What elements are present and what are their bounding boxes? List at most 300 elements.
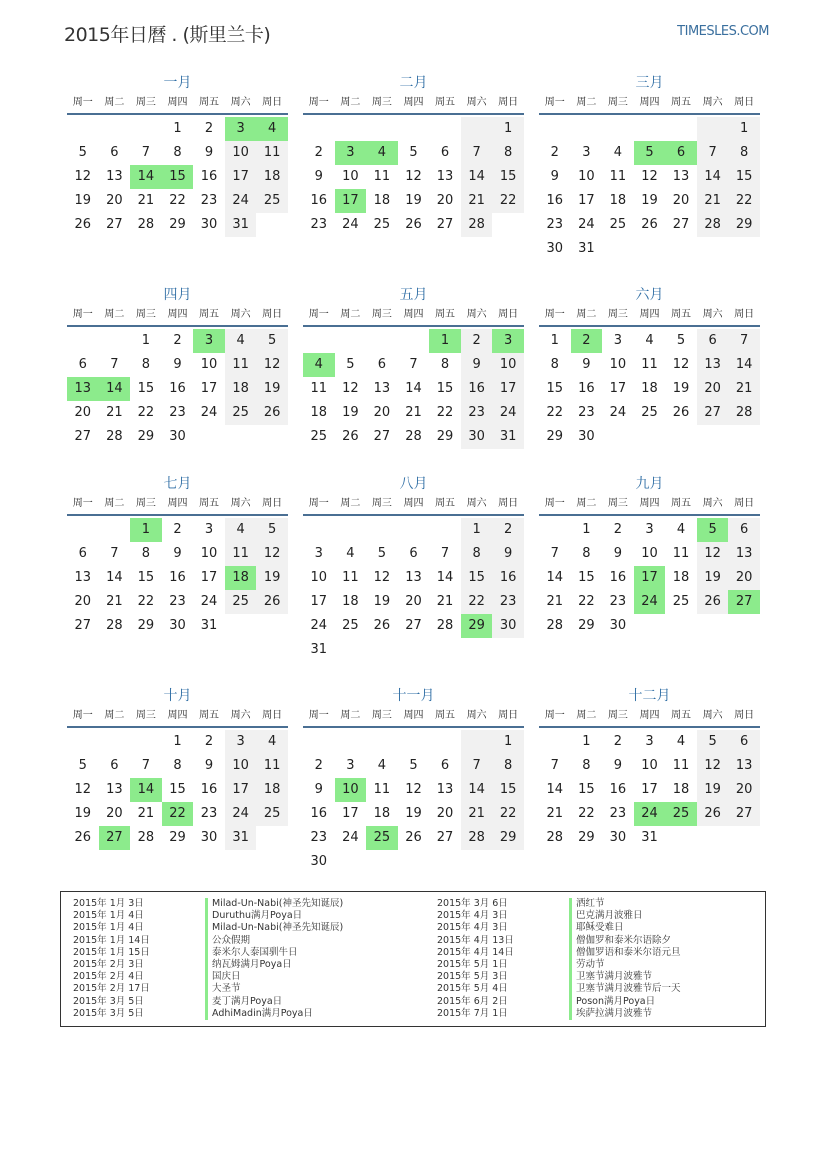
day-cell[interactable]: 27 (672, 217, 690, 232)
day-cell[interactable]: 17 (225, 778, 257, 802)
day-cell[interactable]: 16 (169, 381, 186, 396)
day-cell[interactable]: 10 (225, 754, 257, 778)
day-cell[interactable]: 8 (492, 141, 524, 165)
day-cell[interactable]: 8 (582, 546, 591, 561)
day-cell[interactable]: 21 (697, 189, 729, 213)
day-cell[interactable]: 12 (256, 542, 288, 566)
day-cell[interactable]: 4 (346, 546, 355, 561)
day-cell[interactable]: 25 (641, 405, 658, 420)
day-cell[interactable]: 15 (137, 570, 155, 585)
day-cell[interactable]: 20 (405, 594, 422, 609)
day-cell[interactable]: 23 (169, 405, 186, 420)
day-cell[interactable]: 1 (582, 734, 591, 749)
day-cell[interactable]: 24 (342, 217, 359, 232)
day-cell[interactable]: 5 (78, 758, 87, 773)
day-cell[interactable]: 21 (106, 405, 123, 420)
day-cell[interactable]: 29 (169, 830, 186, 845)
day-cell[interactable]: 8 (173, 758, 182, 773)
day-cell[interactable]: 15 (137, 381, 155, 396)
day-cell[interactable]: 16 (200, 169, 218, 184)
day-cell[interactable]: 21 (546, 594, 564, 609)
day-cell[interactable]: 14 (106, 570, 123, 585)
day-cell[interactable]: 12 (405, 782, 422, 797)
day-cell[interactable]: 26 (342, 429, 359, 444)
day-cell[interactable]: 17 (310, 594, 328, 609)
day-cell[interactable]: 1 (141, 333, 151, 348)
day-cell[interactable]: 19 (373, 594, 391, 609)
day-cell-holiday[interactable]: 3 (335, 141, 367, 165)
day-cell[interactable]: 11 (225, 353, 257, 377)
day-cell-holiday[interactable]: 3 (225, 117, 257, 141)
day-cell[interactable]: 8 (550, 357, 559, 372)
day-cell[interactable]: 9 (314, 169, 323, 184)
day-cell[interactable]: 3 (204, 522, 214, 537)
day-cell[interactable]: 13 (728, 754, 760, 778)
day-cell[interactable]: 8 (141, 357, 151, 372)
day-cell[interactable]: 6 (110, 758, 119, 773)
day-cell[interactable]: 29 (137, 429, 155, 444)
day-cell[interactable]: 7 (141, 758, 151, 773)
day-cell[interactable]: 21 (728, 377, 760, 401)
day-cell[interactable]: 23 (200, 806, 218, 821)
day-cell[interactable]: 25 (225, 401, 257, 425)
day-cell[interactable]: 5 (377, 546, 387, 561)
day-cell[interactable]: 2 (314, 145, 323, 160)
day-cell[interactable]: 9 (613, 758, 623, 773)
day-cell[interactable]: 10 (578, 169, 595, 184)
day-cell[interactable]: 8 (492, 754, 524, 778)
day-cell[interactable]: 23 (310, 830, 328, 845)
day-cell[interactable]: 12 (342, 381, 359, 396)
day-cell[interactable]: 9 (461, 353, 493, 377)
day-cell[interactable]: 18 (641, 381, 658, 396)
day-cell[interactable]: 9 (204, 758, 214, 773)
day-cell[interactable]: 4 (676, 522, 686, 537)
day-cell[interactable]: 20 (436, 806, 454, 821)
day-cell[interactable]: 20 (697, 377, 729, 401)
day-cell[interactable]: 3 (346, 758, 355, 773)
day-cell[interactable]: 2 (204, 734, 214, 749)
day-cell[interactable]: 1 (461, 518, 493, 542)
day-cell[interactable]: 22 (492, 802, 524, 826)
day-cell[interactable]: 18 (256, 778, 288, 802)
day-cell[interactable]: 22 (492, 189, 524, 213)
day-cell[interactable]: 24 (225, 189, 257, 213)
day-cell[interactable]: 7 (697, 141, 729, 165)
day-cell[interactable]: 8 (582, 758, 591, 773)
day-cell[interactable]: 27 (74, 618, 92, 633)
day-cell[interactable]: 27 (106, 217, 123, 232)
day-cell[interactable]: 26 (405, 217, 422, 232)
day-cell[interactable]: 20 (373, 405, 391, 420)
day-cell[interactable]: 15 (461, 566, 493, 590)
day-cell[interactable]: 27 (697, 401, 729, 425)
day-cell[interactable]: 30 (461, 425, 493, 449)
day-cell[interactable]: 14 (728, 353, 760, 377)
day-cell[interactable]: 5 (697, 730, 729, 754)
day-cell[interactable]: 26 (74, 217, 92, 232)
day-cell[interactable]: 28 (137, 830, 155, 845)
day-cell[interactable]: 19 (405, 806, 422, 821)
day-cell[interactable]: 13 (74, 570, 92, 585)
day-cell[interactable]: 12 (405, 169, 422, 184)
day-cell[interactable]: 15 (728, 165, 760, 189)
day-cell[interactable]: 31 (310, 642, 328, 657)
day-cell[interactable]: 30 (492, 614, 524, 638)
day-cell-holiday[interactable]: 13 (67, 377, 99, 401)
day-cell[interactable]: 3 (314, 546, 323, 561)
day-cell[interactable]: 5 (409, 145, 418, 160)
day-cell[interactable]: 20 (74, 405, 92, 420)
day-cell[interactable]: 7 (728, 329, 760, 353)
day-cell[interactable]: 22 (436, 405, 454, 420)
day-cell[interactable]: 7 (550, 758, 559, 773)
day-cell[interactable]: 31 (578, 241, 595, 256)
day-cell[interactable]: 24 (342, 830, 359, 845)
day-cell[interactable]: 11 (641, 357, 658, 372)
day-cell-holiday[interactable]: 25 (366, 826, 398, 850)
day-cell[interactable]: 2 (204, 121, 214, 136)
day-cell[interactable]: 11 (672, 758, 690, 773)
day-cell[interactable]: 30 (200, 217, 218, 232)
day-cell[interactable]: 10 (342, 169, 359, 184)
day-cell-holiday[interactable]: 3 (492, 329, 524, 353)
day-cell[interactable]: 18 (225, 377, 257, 401)
day-cell-holiday[interactable]: 4 (366, 141, 398, 165)
day-cell[interactable]: 14 (405, 381, 422, 396)
day-cell[interactable]: 29 (578, 830, 595, 845)
day-cell[interactable]: 24 (225, 802, 257, 826)
day-cell[interactable]: 2 (613, 522, 623, 537)
day-cell[interactable]: 29 (578, 618, 595, 633)
day-cell[interactable]: 28 (697, 213, 729, 237)
day-cell[interactable]: 10 (310, 570, 328, 585)
day-cell[interactable]: 30 (169, 429, 186, 444)
day-cell[interactable]: 11 (225, 542, 257, 566)
day-cell[interactable]: 26 (373, 618, 391, 633)
day-cell[interactable]: 5 (409, 758, 418, 773)
day-cell[interactable]: 19 (697, 778, 729, 802)
day-cell[interactable]: 29 (169, 217, 186, 232)
day-cell[interactable]: 11 (609, 169, 627, 184)
day-cell[interactable]: 18 (609, 193, 627, 208)
day-cell[interactable]: 2 (314, 758, 323, 773)
day-cell[interactable]: 18 (342, 594, 359, 609)
day-cell[interactable]: 31 (200, 618, 218, 633)
day-cell[interactable]: 8 (173, 145, 182, 160)
day-cell[interactable]: 20 (728, 778, 760, 802)
day-cell[interactable]: 17 (641, 782, 658, 797)
day-cell-holiday[interactable]: 14 (130, 165, 162, 189)
day-cell[interactable]: 15 (436, 381, 454, 396)
day-cell[interactable]: 14 (546, 570, 564, 585)
day-cell[interactable]: 28 (106, 429, 123, 444)
day-cell[interactable]: 11 (342, 570, 359, 585)
day-cell[interactable]: 13 (436, 782, 454, 797)
day-cell[interactable]: 4 (377, 758, 387, 773)
day-cell-holiday[interactable]: 10 (335, 778, 367, 802)
day-cell[interactable]: 24 (310, 618, 328, 633)
day-cell[interactable]: 8 (141, 546, 151, 561)
day-cell[interactable]: 7 (550, 546, 559, 561)
day-cell[interactable]: 21 (137, 806, 155, 821)
day-cell[interactable]: 4 (645, 333, 654, 348)
day-cell-holiday[interactable]: 14 (99, 377, 131, 401)
day-cell-holiday[interactable]: 22 (162, 802, 194, 826)
day-cell-holiday[interactable]: 1 (130, 518, 162, 542)
day-cell[interactable]: 6 (409, 546, 418, 561)
day-cell[interactable]: 10 (641, 546, 658, 561)
day-cell[interactable]: 28 (405, 429, 422, 444)
day-cell[interactable]: 9 (582, 357, 591, 372)
day-cell[interactable]: 18 (672, 782, 690, 797)
day-cell[interactable]: 6 (697, 329, 729, 353)
day-cell[interactable]: 21 (546, 806, 564, 821)
day-cell[interactable]: 31 (225, 213, 257, 237)
day-cell[interactable]: 6 (377, 357, 387, 372)
day-cell[interactable]: 3 (645, 522, 654, 537)
day-cell[interactable]: 7 (110, 357, 119, 372)
day-cell[interactable]: 1 (173, 121, 182, 136)
day-cell[interactable]: 16 (461, 377, 493, 401)
day-cell[interactable]: 18 (373, 193, 391, 208)
day-cell-holiday[interactable]: 29 (461, 614, 493, 638)
day-cell[interactable]: 17 (225, 165, 257, 189)
day-cell[interactable]: 14 (436, 570, 454, 585)
day-cell[interactable]: 6 (78, 357, 87, 372)
day-cell[interactable]: 25 (256, 189, 288, 213)
day-cell[interactable]: 9 (492, 542, 524, 566)
day-cell[interactable]: 13 (728, 542, 760, 566)
day-cell[interactable]: 14 (461, 778, 493, 802)
day-cell-holiday[interactable]: 27 (99, 826, 131, 850)
day-cell[interactable]: 26 (672, 405, 690, 420)
day-cell[interactable]: 22 (728, 189, 760, 213)
day-cell[interactable]: 22 (137, 405, 155, 420)
site-logo[interactable]: TIMESLES.COM (677, 24, 769, 39)
day-cell[interactable]: 16 (546, 193, 564, 208)
day-cell[interactable]: 23 (310, 217, 328, 232)
day-cell[interactable]: 25 (256, 802, 288, 826)
day-cell[interactable]: 15 (578, 570, 595, 585)
day-cell[interactable]: 7 (141, 145, 151, 160)
day-cell[interactable]: 11 (373, 169, 391, 184)
day-cell[interactable]: 29 (492, 826, 524, 850)
day-cell[interactable]: 11 (672, 546, 690, 561)
day-cell[interactable]: 20 (728, 566, 760, 590)
day-cell[interactable]: 22 (461, 590, 493, 614)
day-cell[interactable]: 28 (728, 401, 760, 425)
day-cell[interactable]: 10 (492, 353, 524, 377)
day-cell[interactable]: 20 (672, 193, 690, 208)
day-cell[interactable]: 12 (672, 357, 690, 372)
day-cell[interactable]: 30 (200, 830, 218, 845)
day-cell[interactable]: 14 (461, 165, 493, 189)
day-cell[interactable]: 6 (110, 145, 119, 160)
day-cell[interactable]: 12 (641, 169, 658, 184)
day-cell[interactable]: 17 (492, 377, 524, 401)
day-cell[interactable]: 25 (310, 429, 328, 444)
day-cell[interactable]: 5 (78, 145, 87, 160)
day-cell[interactable]: 23 (200, 193, 218, 208)
day-cell[interactable]: 26 (641, 217, 658, 232)
day-cell[interactable]: 25 (225, 590, 257, 614)
day-cell[interactable]: 12 (74, 169, 92, 184)
day-cell[interactable]: 9 (204, 145, 214, 160)
day-cell-holiday[interactable]: 25 (665, 802, 697, 826)
day-cell[interactable]: 27 (405, 618, 422, 633)
day-cell[interactable]: 23 (169, 594, 186, 609)
day-cell[interactable]: 21 (436, 594, 454, 609)
day-cell-holiday[interactable]: 14 (130, 778, 162, 802)
day-cell[interactable]: 16 (310, 806, 328, 821)
day-cell[interactable]: 16 (609, 782, 627, 797)
day-cell[interactable]: 22 (169, 193, 186, 208)
day-cell[interactable]: 3 (582, 145, 591, 160)
day-cell[interactable]: 16 (609, 570, 627, 585)
day-cell[interactable]: 5 (256, 329, 288, 353)
day-cell[interactable]: 4 (256, 730, 288, 754)
day-cell[interactable]: 26 (256, 401, 288, 425)
day-cell[interactable]: 14 (546, 782, 564, 797)
day-cell[interactable]: 7 (461, 754, 493, 778)
day-cell[interactable]: 13 (697, 353, 729, 377)
day-cell[interactable]: 17 (200, 381, 218, 396)
day-cell[interactable]: 27 (436, 217, 454, 232)
day-cell[interactable]: 7 (110, 546, 119, 561)
day-cell[interactable]: 5 (346, 357, 355, 372)
day-cell[interactable]: 11 (256, 754, 288, 778)
day-cell[interactable]: 23 (461, 401, 493, 425)
day-cell[interactable]: 1 (173, 734, 182, 749)
day-cell[interactable]: 19 (697, 566, 729, 590)
day-cell[interactable]: 18 (256, 165, 288, 189)
day-cell[interactable]: 1 (582, 522, 591, 537)
day-cell[interactable]: 17 (342, 806, 359, 821)
day-cell[interactable]: 28 (546, 830, 564, 845)
day-cell[interactable]: 4 (676, 734, 686, 749)
day-cell[interactable]: 12 (373, 570, 391, 585)
day-cell[interactable]: 19 (641, 193, 658, 208)
day-cell[interactable]: 9 (314, 782, 323, 797)
day-cell-holiday[interactable]: 2 (571, 329, 603, 353)
day-cell[interactable]: 16 (492, 566, 524, 590)
day-cell[interactable]: 16 (169, 570, 186, 585)
day-cell[interactable]: 24 (200, 405, 218, 420)
day-cell[interactable]: 13 (106, 782, 123, 797)
day-cell-holiday[interactable]: 3 (193, 329, 225, 353)
day-cell[interactable]: 8 (440, 357, 450, 372)
day-cell[interactable]: 11 (373, 782, 391, 797)
day-cell[interactable]: 2 (173, 333, 182, 348)
day-cell[interactable]: 15 (169, 782, 186, 797)
day-cell[interactable]: 26 (697, 590, 729, 614)
day-cell[interactable]: 26 (74, 830, 92, 845)
day-cell[interactable]: 28 (137, 217, 155, 232)
day-cell[interactable]: 4 (225, 518, 257, 542)
day-cell[interactable]: 6 (78, 546, 87, 561)
day-cell[interactable]: 18 (373, 806, 391, 821)
day-cell-holiday[interactable]: 27 (728, 590, 760, 614)
day-cell[interactable]: 9 (173, 546, 182, 561)
day-cell[interactable]: 22 (137, 594, 155, 609)
day-cell-holiday[interactable]: 1 (429, 329, 461, 353)
day-cell-holiday[interactable]: 17 (335, 189, 367, 213)
day-cell-holiday[interactable]: 5 (697, 518, 729, 542)
day-cell[interactable]: 2 (613, 734, 623, 749)
day-cell[interactable]: 30 (310, 854, 328, 869)
day-cell-holiday[interactable]: 6 (665, 141, 697, 165)
day-cell[interactable]: 15 (492, 778, 524, 802)
day-cell[interactable]: 23 (609, 594, 627, 609)
day-cell[interactable]: 7 (409, 357, 418, 372)
day-cell[interactable]: 1 (492, 117, 524, 141)
day-cell[interactable]: 13 (405, 570, 422, 585)
day-cell-holiday[interactable]: 4 (256, 117, 288, 141)
day-cell[interactable]: 19 (256, 566, 288, 590)
day-cell[interactable]: 28 (546, 618, 564, 633)
day-cell[interactable]: 17 (200, 570, 218, 585)
day-cell[interactable]: 9 (173, 357, 182, 372)
day-cell[interactable]: 19 (672, 381, 690, 396)
day-cell[interactable]: 28 (461, 826, 493, 850)
day-cell[interactable]: 15 (492, 165, 524, 189)
day-cell[interactable]: 29 (137, 618, 155, 633)
day-cell[interactable]: 7 (440, 546, 450, 561)
day-cell[interactable]: 30 (169, 618, 186, 633)
day-cell[interactable]: 8 (461, 542, 493, 566)
day-cell[interactable]: 13 (373, 381, 391, 396)
day-cell[interactable]: 1 (728, 117, 760, 141)
day-cell[interactable]: 24 (200, 594, 218, 609)
day-cell[interactable]: 11 (310, 381, 328, 396)
day-cell[interactable]: 21 (461, 802, 493, 826)
day-cell[interactable]: 16 (200, 782, 218, 797)
day-cell[interactable]: 6 (440, 758, 450, 773)
day-cell[interactable]: 24 (578, 217, 595, 232)
day-cell[interactable]: 15 (578, 782, 595, 797)
day-cell[interactable]: 3 (645, 734, 654, 749)
day-cell[interactable]: 17 (609, 381, 627, 396)
day-cell[interactable]: 21 (137, 193, 155, 208)
day-cell[interactable]: 19 (256, 377, 288, 401)
day-cell[interactable]: 9 (550, 169, 559, 184)
day-cell[interactable]: 27 (74, 429, 92, 444)
day-cell[interactable]: 29 (546, 429, 564, 444)
day-cell[interactable]: 29 (728, 213, 760, 237)
day-cell[interactable]: 20 (106, 806, 123, 821)
day-cell[interactable]: 19 (74, 806, 92, 821)
day-cell[interactable]: 29 (436, 429, 454, 444)
day-cell[interactable]: 17 (578, 193, 595, 208)
day-cell[interactable]: 15 (546, 381, 564, 396)
day-cell[interactable]: 13 (672, 169, 690, 184)
day-cell[interactable]: 22 (578, 594, 595, 609)
day-cell[interactable]: 13 (436, 169, 454, 184)
day-cell[interactable]: 3 (225, 730, 257, 754)
day-cell[interactable]: 19 (74, 193, 92, 208)
day-cell[interactable]: 5 (676, 333, 686, 348)
day-cell[interactable]: 30 (578, 429, 595, 444)
day-cell[interactable]: 30 (546, 241, 564, 256)
day-cell[interactable]: 6 (728, 518, 760, 542)
day-cell[interactable]: 2 (550, 145, 559, 160)
day-cell[interactable]: 23 (492, 590, 524, 614)
day-cell[interactable]: 25 (609, 217, 627, 232)
day-cell[interactable]: 10 (609, 357, 627, 372)
day-cell[interactable]: 1 (550, 333, 559, 348)
day-cell[interactable]: 27 (728, 802, 760, 826)
